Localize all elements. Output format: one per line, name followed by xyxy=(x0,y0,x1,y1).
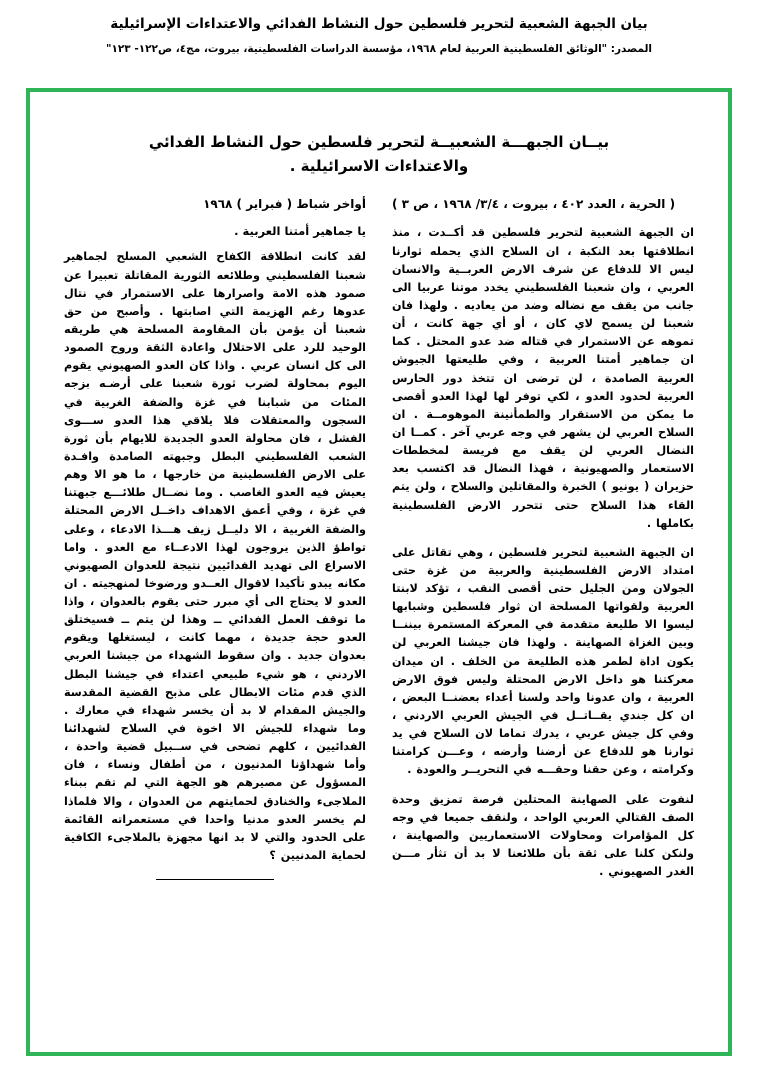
citation-line: ( الحرية ، العدد ٤٠٢ ، بيروت ، ٣/٤/ ١٩٦٨ ، ص ٣ ) xyxy=(392,197,676,211)
paragraph: ان الجبهة الشعبية لتحرير فلسطين ، وهي تقاتل على امتداد الارض الفلسطينية والعربية من غزة حتى الجولان ومن الجليل حتى أقصى النقب ، تؤكد لابنتا العربية ولقواتها المسلحة ان ثوار فلسطين وشبابها ليسوا الا طليعة متقدمة في المعركة المستمرة بيننــا وبين الغزاة الصهاينة . ولهذا فان جيشنا العربي لن يكون اداة لطمر هذه الطليعة من الخلف . ان ميدان معركتنا هو داخل الارض المحتلة وليس فوق الارض العربية ، وان عدونا واحد ولسنا أعداء بعضنــا البعض ، ان كل جندي يقــاتــل في الجيش العربي الاردني ، وفي كل جيش عربي ، يدرك تماما لان السلاح في يد ثوارنا هو للدفاع عن أرضنا وأرضه ، وعـــن كرامتنا وكرامته ، وعن حقنا وحقـــه في التحريــر والعودة . xyxy=(392,545,694,777)
document-header xyxy=(0,0,758,63)
green-frame-border xyxy=(26,88,732,1056)
paragraph: ان الجبهة الشعبية لتحرير فلسطين قد أكــدت ، منذ انطلاقتها بعد النكبة ، ان السلاح الذي يحمله ثوارنا ليس الا للدفاع عن شرف الارض العربــية والانسان العربي ، وان شعبنا الفلسطيني يخدد موتنا عربيا الى جانب من يقف مع نضاله وضد من يعاديه . ولهذا فان شعبنا لن يسمح لاي كان ، أو أي جهة كانت ، أن تموهه عن الاستمرار في قتاله ضد عدو المحتل . كما ان جماهير أمتنا العربية ، وفي طليعتها الجيوش العربية الصامدة ، لن ترضى ان تتخذ دور الحارس العربية لحدود العدو ، لكي توفر لها لهذا العدو أقصى ما يمكن من الاستقرار والطمأنينة الموهومــة . ان السلاح العربي لن يشهر في وجه عربي آخر . كمــا ان النضال العربي لن يقف مع فريسة لمخططات الاستعمار والصهيونية ، فهذا النضال قد اكتسب بعد حزيران ( يونيو ) الخبرة والمقاتلين والسلاح ، ولن يتم القاء هذا السلاح حتى تتحرر الارض الفلسطينية بكاملها . xyxy=(392,226,694,530)
date-line: أواخر شباط ( فبراير ) ١٩٦٨ xyxy=(203,197,366,211)
document-headline: بيــان الجبهـــة الشعبيــة لتحرير فلسطين حول النشاط الفدائي والاعتداءات الاسرائيلية . xyxy=(148,133,610,175)
column-right xyxy=(64,194,366,880)
footnote-rule xyxy=(156,879,274,880)
paragraph: لقد كانت انطلاقة الكفاح الشعبي المسلح لجماهير شعبنا الفلسطيني وطلائعه الثورية المقاتلة تعبيرا عن صمود هذه الامة واصرارها على الاستمرار في نتال عدوها رغم الهزيمة التي اصابتها . وأصبح من حق شعبنا أن يؤمن بأن المقاومة المسلحة هي طريقه الوحيد للرد على الاحتلال واعادة الثقة وروح الصمود الى كل انسان عربي . واذا كان العدو الصهيوني يقوم اليوم بمحاولة لضرب ثورة شعبنا على أرضـه بزجه المئات من شبابنا في غزة والضفة الغربية في السجون والمعتقلات فلا يلاقي هذا العدو ســـوى الفشل ، فان محاولة العدو الجديدة للايهام بأن ثورة الشعب الفلسطيني البطل وجبهته الصامدة وافـدة على الارض الفلسطينية من خارجها ، ما هو الا وهم يعيش فيه العدو الغاصب . وما نضــال طلائـــع جبهتنا في غزة ، وفي أعمق الاهداف داخــل الارض المحتلة والضفة الغربية ، الا دليــل زيف هـــذا الادعاء ، وعلى تواطؤ الذين يروجون لهذا الادعــاء مع العدو . واما الاسراع الى تهديد الفدائيين نتيجة للعدوان الصهيوني مكانه يبدو تأكيدا لاقوال العــدو ورضوخا لمنهجيته . ان العدو لا يحتاج الى أي مبرر حتى يقوم بالعدوان ، واذا ما توقف العمل الفدائي ــ وهذا لن يتم ــ فسيختلق العدو حجة جديدة ، مهما كانت ، ليستغلها ويقوم بعدوان جديد . وان سقوط الشهداء من جيشنا العربي الاردني ، هو شيء طبيعي اعتداء في جيشنا البطل الذي قدم مئات الابطال على مذبح القضية المقدسة والجيش المقدام لا بد أن يخسر شهداء في معارك . وما شهداء للجيش الا اخوة في السلاح لشهدائنا الفدائيين ، كلهم تضحى في ســبيل قضية واحدة ، وأما شهداؤنا المدنيون ، من أطفال ونساء ، فان المسؤول عن مصيرهم هو الجهة التي لم تقم ببناء الملاجىء والخنادق لحمايتهم من العدوان ، والا فلماذا لم يخسر العدو مدنيا واحدا في مستعمراته القائمة على الحدود والتي لا بد انها مجهزة بالملاجىء الكافية لحماية المدنيين ؟ xyxy=(64,250,366,863)
header-title: بيان الجبهة الشعبية لتحرير فلسطين حول النشاط الفدائي والاعتداءات الإسرائيلية xyxy=(110,16,648,32)
header-source: المصدر: "الوثائق الفلسطينية العربية لعام ١٩٦٨، مؤسسة الدراسات الفلسطينية، بيروت، مج٤، ص١٢٢- ١٢٣" xyxy=(105,43,653,56)
two-column-layout xyxy=(64,194,694,892)
salutation: يا جماهير أمتنا العربية . xyxy=(234,224,366,239)
column-left xyxy=(392,194,694,892)
paragraph: لنفوت على الصهاينة المحتلين فرصة تمزيق وحدة الصف القتالي العربي الواحد ، ولنقف جميعا في وجه كل المؤامرات ومحاولات الاستعماريين والصهاينة ، ولنكن كلنا على ثقة بأن طلائعنا لا بد أن تثأر مـــن الغدر الصهيوني . xyxy=(392,792,694,879)
document-body xyxy=(30,92,728,1052)
